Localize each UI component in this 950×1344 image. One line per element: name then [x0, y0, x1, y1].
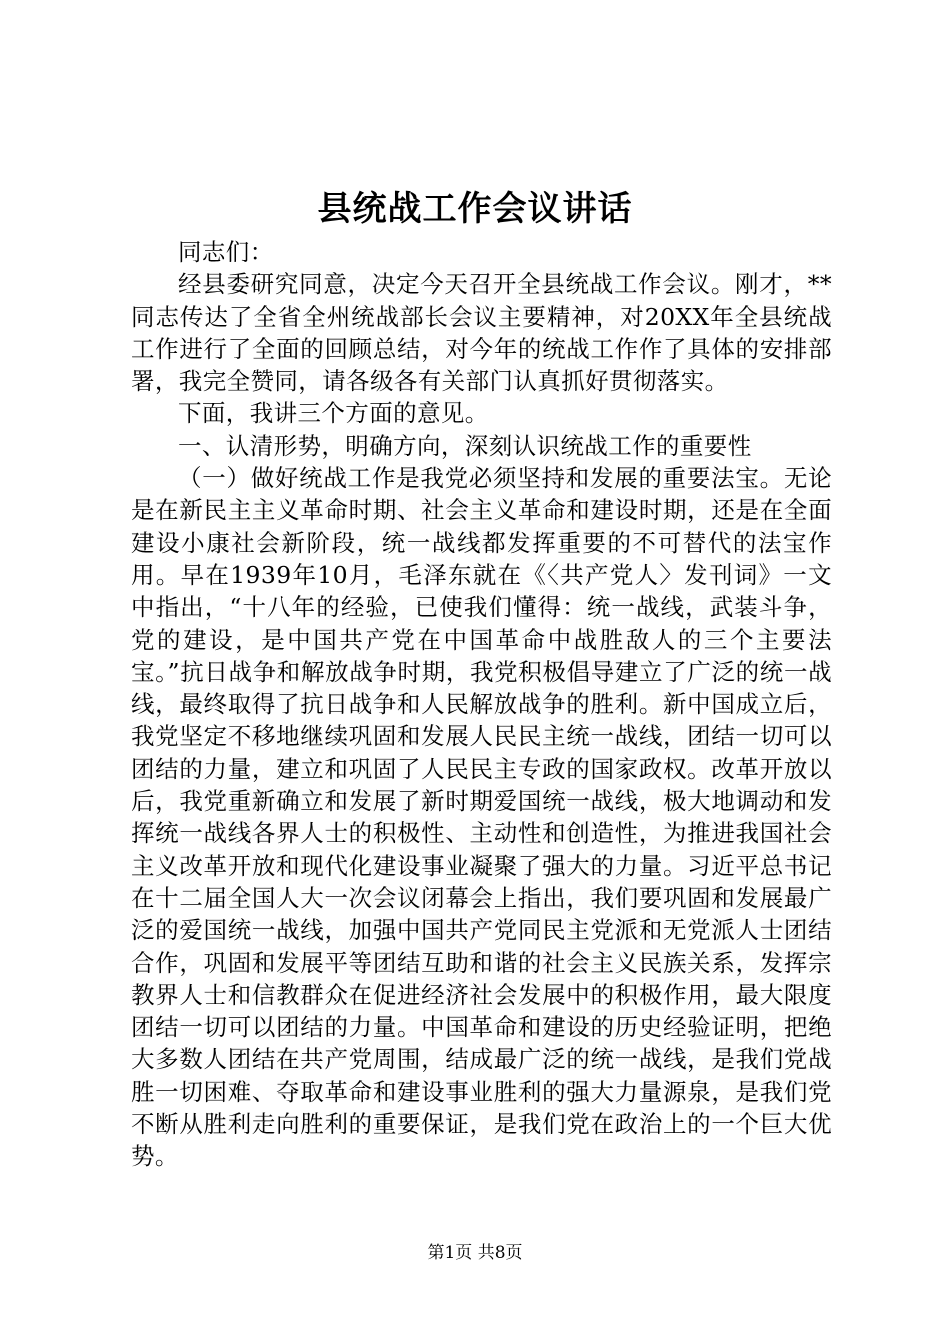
paragraph-section-1-1: （一）做好统战工作是我党必须坚持和发展的重要法宝。无论是在新民主主义革命时期、社会主义革命和建设时期，还是在全面建设小康社会新阶段，统一战线都发挥重要的不可替代的法宝作用。早在1939年10月，毛泽东就在《〈共产党人〉发刊词》一文中指出，“十八年的经验，已使我们懂得：统一战线，武装斗争，党的建设，是中国共产党在中国革命中战胜敌人的三个主要法宝。”抗日战争和解放战争时期，我党积极倡导建立了广泛的统一战线，最终取得了抗日战争和人民解放战争的胜利。新中国成立后，我党坚定不移地继续巩固和发展人民民主统一战线，团结一切可以团结的力量，建立和巩固了人民民主专政的国家政权。改革开放以后，我党重新确立和发展了新时期爱国统一战线，极大地调动和发挥统一战线各界人士的积极性、主动性和创造性，为推进我国社会主义改革开放和现代化建设事业凝聚了强大的力量。习近平总书记在十二届全国人大一次会议闭幕会上指出，我们要巩固和发展最广泛的爱国统一战线，加强中国共产党同民主党派和无党派人士团结合作，巩固和发展平等团结互助和谐的社会主义民族关系，发挥宗教界人士和信教群众在促进经济社会发展中的积极作用，最大限度团结一切可以团结的力量。中国革命和建设的历史经验证明，把绝大多数人团结在共产党周围，结成最广泛的统一战线，是我们党战胜一切困难、夺取革命和建设事业胜利的强大力量源泉，是我们党不断从胜利走向胜利的重要保证，是我们党在政治上的一个巨大优势。 — [131, 464, 832, 1171]
paragraph-greeting: 同志们： — [178, 238, 274, 266]
document-body — [131, 236, 832, 1173]
section-heading-1: 一、认清形势，明确方向，深刻认识统战工作的重要性 — [178, 431, 752, 460]
document-title: 县统战工作会议讲话 — [317, 189, 633, 229]
paragraph-opening: 经县委研究同意，决定今天召开全县统战工作会议。刚才，**同志传达了全省全州统战部长会议主要精神，对20XX年全县统战工作进行了全面的回顾总结，对今年的统战工作作了具体的安排部署，我完全赞同，请各级各有关部门认真抓好贯彻落实。 — [131, 270, 832, 396]
paragraph-intro: 下面，我讲三个方面的意见。 — [178, 399, 489, 428]
page-footer: 第1页 共8页 — [427, 1243, 523, 1263]
